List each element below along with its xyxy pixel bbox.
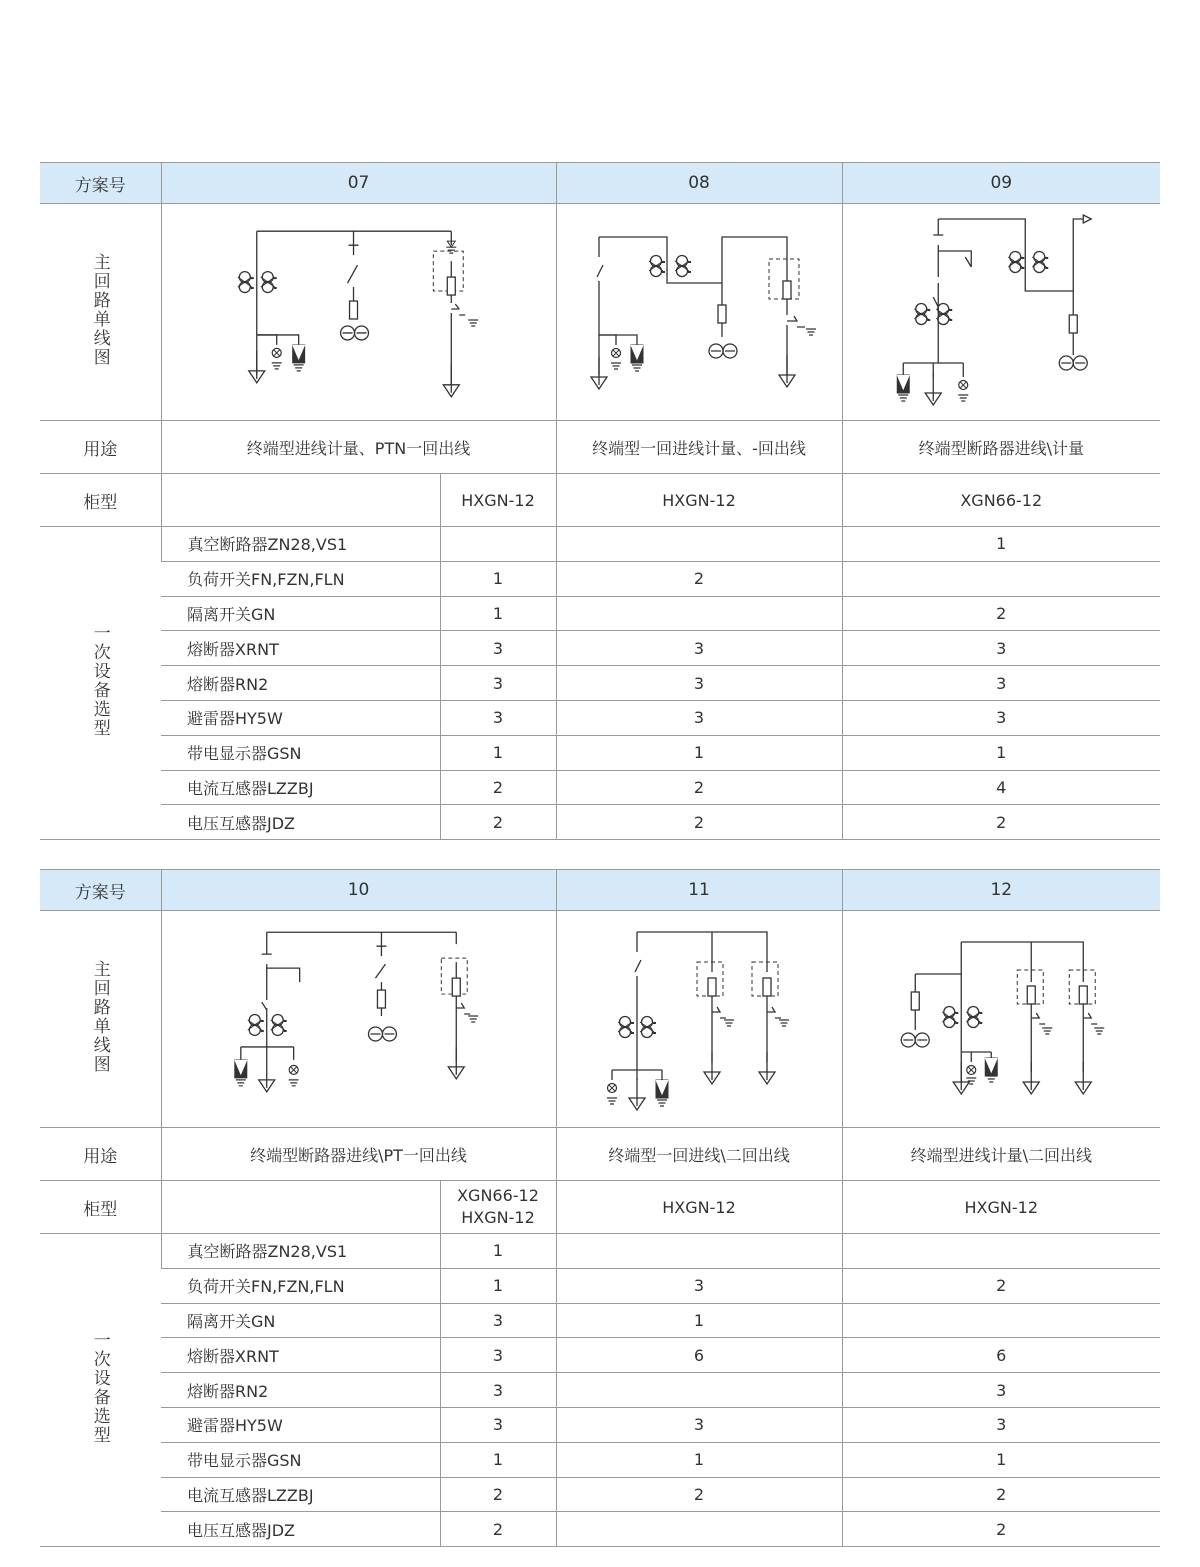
quantity-cell: 2	[556, 1477, 842, 1512]
usage-label: 用途	[40, 1128, 161, 1181]
scheme-number: 10	[161, 870, 556, 911]
circuit-diagram	[843, 912, 1161, 1126]
quantity-cell: 6	[842, 1338, 1160, 1373]
quantity-cell: 4	[842, 770, 1160, 805]
quantity-cell: 1	[842, 527, 1160, 562]
scheme-no-label: 方案号	[40, 870, 161, 911]
cabinet-row	[40, 1181, 1160, 1234]
quantity-cell: 1	[556, 1303, 842, 1338]
cabinet-blank	[161, 474, 440, 527]
cabinet-cell: HXGN-12	[556, 474, 842, 527]
quantity-cell: 3	[842, 631, 1160, 666]
equipment-name: 隔离开关GN	[161, 1303, 440, 1338]
quantity-cell	[556, 1512, 842, 1547]
quantity-cell	[556, 1373, 842, 1408]
equipment-row	[40, 700, 1160, 735]
equipment-name: 带电显示器GSN	[161, 1442, 440, 1477]
scheme-no-label: 方案号	[40, 163, 161, 204]
quantity-cell: 1	[556, 1442, 842, 1477]
quantity-cell: 3	[440, 1303, 556, 1338]
circuit-diagram	[843, 205, 1161, 419]
main-circuit-label: 主回路单线图	[40, 204, 161, 421]
quantity-cell: 3	[556, 1268, 842, 1303]
equipment-row	[40, 1442, 1160, 1477]
quantity-cell: 1	[440, 1442, 556, 1477]
equipment-row	[40, 561, 1160, 596]
equipment-row	[40, 1477, 1160, 1512]
equipment-name: 熔断器RN2	[161, 666, 440, 701]
equipment-name: 隔离开关GN	[161, 596, 440, 631]
main-circuit-label: 主回路单线图	[40, 911, 161, 1128]
scheme-header-row	[40, 163, 1160, 204]
cabinet-model-line: XGN66-12	[457, 1186, 539, 1205]
equipment-row	[40, 1407, 1160, 1442]
equipment-name: 电流互感器LZZBJ	[161, 770, 440, 805]
equipment-row	[40, 1268, 1160, 1303]
cabinet-blank	[161, 1181, 440, 1234]
scheme-header-row	[40, 870, 1160, 911]
scheme-number: 09	[842, 163, 1160, 204]
single-line-diagram-07	[161, 204, 556, 421]
usage-cell: 终端型一回进线\二回出线	[556, 1128, 842, 1181]
quantity-cell: 1	[440, 1234, 556, 1269]
usage-cell: 终端型一回进线计量、-回出线	[556, 421, 842, 474]
quantity-cell: 3	[556, 666, 842, 701]
usage-cell: 终端型断路器进线\PT一回出线	[161, 1128, 556, 1181]
quantity-cell: 3	[556, 700, 842, 735]
equipment-row	[40, 596, 1160, 631]
single-line-diagram-09	[842, 204, 1160, 421]
circuit-diagram	[557, 912, 842, 1126]
quantity-cell	[556, 1234, 842, 1269]
quantity-cell: 3	[440, 1407, 556, 1442]
equipment-name: 真空断路器ZN28,VS1	[161, 527, 440, 562]
usage-cell: 终端型进线计量、PTN一回出线	[161, 421, 556, 474]
quantity-cell	[556, 596, 842, 631]
equipment-name: 熔断器XRNT	[161, 631, 440, 666]
cabinet-cell: HXGN-12	[440, 474, 556, 527]
single-line-diagram-08	[556, 204, 842, 421]
equipment-row	[40, 1303, 1160, 1338]
quantity-cell	[440, 527, 556, 562]
usage-cell: 终端型进线计量\二回出线	[842, 1128, 1160, 1181]
equipment-name: 带电显示器GSN	[161, 735, 440, 770]
equipment-name: 电压互感器JDZ	[161, 805, 440, 840]
scheme-table-1	[40, 162, 1160, 840]
equipment-row	[40, 666, 1160, 701]
scheme-number: 07	[161, 163, 556, 204]
quantity-cell: 3	[556, 1407, 842, 1442]
quantity-cell: 2	[842, 805, 1160, 840]
usage-label: 用途	[40, 421, 161, 474]
equipment-row	[40, 735, 1160, 770]
quantity-cell: 1	[842, 735, 1160, 770]
equipment-row	[40, 1512, 1160, 1547]
quantity-cell: 2	[842, 1268, 1160, 1303]
usage-row	[40, 1128, 1160, 1181]
cabinet-type-label: 柜型	[40, 1181, 161, 1234]
quantity-cell: 1	[440, 596, 556, 631]
scheme-number: 12	[842, 870, 1160, 911]
quantity-cell: 2	[556, 805, 842, 840]
quantity-cell: 3	[842, 666, 1160, 701]
circuit-diagram	[557, 205, 842, 419]
diagram-row	[40, 204, 1160, 421]
equipment-name: 真空断路器ZN28,VS1	[161, 1234, 440, 1269]
quantity-cell: 3	[440, 666, 556, 701]
quantity-cell: 3	[440, 1338, 556, 1373]
equipment-row	[40, 1234, 1160, 1269]
usage-row	[40, 421, 1160, 474]
equipment-row	[40, 527, 1160, 562]
quantity-cell: 3	[842, 1373, 1160, 1408]
quantity-cell: 1	[556, 735, 842, 770]
quantity-cell: 1	[842, 1442, 1160, 1477]
equipment-row	[40, 1373, 1160, 1408]
quantity-cell: 6	[556, 1338, 842, 1373]
quantity-cell: 3	[440, 631, 556, 666]
cabinet-cell: HXGN-12	[556, 1181, 842, 1234]
quantity-cell: 1	[440, 1268, 556, 1303]
equipment-name: 电流互感器LZZBJ	[161, 1477, 440, 1512]
equipment-row	[40, 805, 1160, 840]
usage-cell: 终端型断路器进线\计量	[842, 421, 1160, 474]
cabinet-cell	[440, 1181, 556, 1234]
cabinet-model-line: HXGN-12	[461, 1208, 535, 1227]
equipment-name: 熔断器RN2	[161, 1373, 440, 1408]
primary-equipment-label: 一次设备选型	[40, 527, 161, 840]
scheme-table-2	[40, 869, 1160, 1547]
cabinet-cell: XGN66-12	[842, 474, 1160, 527]
equipment-row	[40, 631, 1160, 666]
quantity-cell	[842, 1234, 1160, 1269]
cabinet-row	[40, 474, 1160, 527]
quantity-cell	[556, 527, 842, 562]
quantity-cell: 3	[440, 1373, 556, 1408]
quantity-cell: 3	[842, 700, 1160, 735]
equipment-name: 避雷器HY5W	[161, 700, 440, 735]
diagram-row	[40, 911, 1160, 1128]
quantity-cell: 2	[440, 1512, 556, 1547]
quantity-cell: 2	[440, 1477, 556, 1512]
quantity-cell: 3	[440, 700, 556, 735]
quantity-cell: 2	[440, 805, 556, 840]
circuit-diagram	[162, 912, 556, 1126]
circuit-diagram	[162, 205, 556, 419]
quantity-cell: 2	[556, 561, 842, 596]
quantity-cell: 2	[556, 770, 842, 805]
quantity-cell: 2	[842, 1512, 1160, 1547]
single-line-diagram-10	[161, 911, 556, 1128]
scheme-number: 11	[556, 870, 842, 911]
equipment-name: 熔断器XRNT	[161, 1338, 440, 1373]
cabinet-type-label: 柜型	[40, 474, 161, 527]
single-line-diagram-11	[556, 911, 842, 1128]
cabinet-cell: HXGN-12	[842, 1181, 1160, 1234]
scheme-number: 08	[556, 163, 842, 204]
equipment-row	[40, 1338, 1160, 1373]
quantity-cell: 3	[842, 1407, 1160, 1442]
equipment-name: 电压互感器JDZ	[161, 1512, 440, 1547]
quantity-cell	[842, 561, 1160, 596]
equipment-name: 避雷器HY5W	[161, 1407, 440, 1442]
quantity-cell	[842, 1303, 1160, 1338]
quantity-cell: 2	[440, 770, 556, 805]
quantity-cell: 2	[842, 596, 1160, 631]
quantity-cell: 1	[440, 735, 556, 770]
single-line-diagram-12	[842, 911, 1160, 1128]
quantity-cell: 2	[842, 1477, 1160, 1512]
equipment-name: 负荷开关FN,FZN,FLN	[161, 1268, 440, 1303]
quantity-cell: 3	[556, 631, 842, 666]
primary-equipment-label: 一次设备选型	[40, 1234, 161, 1547]
equipment-row	[40, 770, 1160, 805]
equipment-name: 负荷开关FN,FZN,FLN	[161, 561, 440, 596]
quantity-cell: 1	[440, 561, 556, 596]
